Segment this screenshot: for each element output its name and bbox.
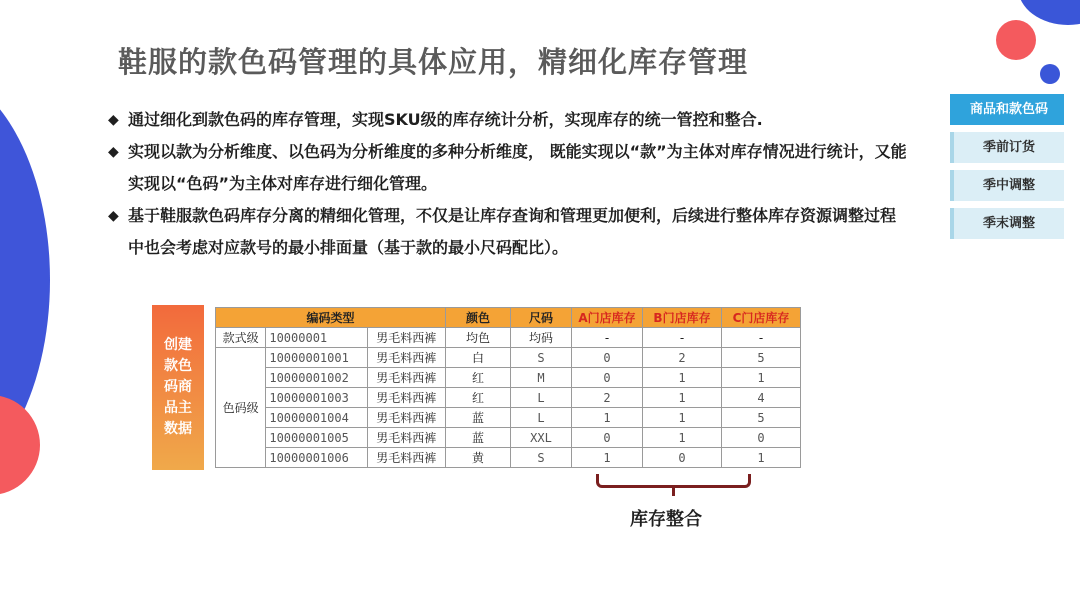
store-b-cell: 1 bbox=[643, 408, 722, 428]
table-header-row bbox=[216, 308, 801, 328]
color-cell: 白 bbox=[446, 348, 511, 368]
store-c-cell: 4 bbox=[722, 388, 801, 408]
name-cell: 男毛料西裤 bbox=[367, 388, 445, 408]
store-a-cell: 0 bbox=[572, 368, 643, 388]
store-b-cell: - bbox=[643, 328, 722, 348]
store-a-cell: 1 bbox=[572, 408, 643, 428]
inventory-table bbox=[215, 307, 801, 468]
tab-goods-sku[interactable]: 商品和款色码 bbox=[950, 94, 1064, 125]
header-store-b: B门店库存 bbox=[643, 308, 722, 328]
header-color: 颜色 bbox=[446, 308, 511, 328]
store-b-cell: 0 bbox=[643, 448, 722, 468]
header-size: 尺码 bbox=[511, 308, 572, 328]
code-cell: 10000001006 bbox=[266, 448, 367, 468]
store-a-cell: - bbox=[572, 328, 643, 348]
color-cell: 黄 bbox=[446, 448, 511, 468]
bullet-item: ◆ 基于鞋服款色码库存分离的精细化管理，不仅是让库存查询和管理更加便利，后续进行整体库存资源调整过程中也会考虑对应款号的最小排面量（基于款的最小尺码配比）。 bbox=[108, 200, 908, 264]
tab-midseason-adjust[interactable]: 季中调整 bbox=[950, 170, 1064, 201]
size-cell: XXL bbox=[511, 428, 572, 448]
side-tab-nav bbox=[950, 94, 1064, 246]
color-cell: 红 bbox=[446, 368, 511, 388]
size-cell: L bbox=[511, 388, 572, 408]
size-cell: L bbox=[511, 408, 572, 428]
store-b-cell: 1 bbox=[643, 388, 722, 408]
size-cell: S bbox=[511, 448, 572, 468]
store-b-cell: 1 bbox=[643, 368, 722, 388]
store-c-cell: 1 bbox=[722, 448, 801, 468]
color-cell: 红 bbox=[446, 388, 511, 408]
code-cell: 10000001001 bbox=[266, 348, 367, 368]
store-c-cell: 5 bbox=[722, 408, 801, 428]
diamond-bullet-icon: ◆ bbox=[108, 144, 119, 160]
table-row bbox=[216, 448, 801, 468]
store-b-cell: 2 bbox=[643, 348, 722, 368]
decor-circle-topright-coral bbox=[996, 20, 1036, 60]
store-a-cell: 1 bbox=[572, 448, 643, 468]
decor-circle-topright-blue bbox=[1018, 0, 1080, 25]
color-cell: 蓝 bbox=[446, 428, 511, 448]
color-cell: 蓝 bbox=[446, 408, 511, 428]
name-cell: 男毛料西裤 bbox=[367, 328, 445, 348]
table-row bbox=[216, 348, 801, 368]
bullet-item: ◆ 通过细化到款色码的库存管理，实现SKU级的库存统计分析，实现库存的统一管控和整合. bbox=[108, 104, 908, 136]
name-cell: 男毛料西裤 bbox=[367, 348, 445, 368]
store-c-cell: 5 bbox=[722, 348, 801, 368]
size-cell: S bbox=[511, 348, 572, 368]
diamond-bullet-icon: ◆ bbox=[108, 208, 119, 224]
diamond-bullet-icon: ◆ bbox=[108, 112, 119, 128]
store-c-cell: 1 bbox=[722, 368, 801, 388]
size-cell: M bbox=[511, 368, 572, 388]
store-a-cell: 2 bbox=[572, 388, 643, 408]
create-master-data-label: 创建款色码商品主数据 bbox=[152, 305, 204, 470]
store-a-cell: 0 bbox=[572, 428, 643, 448]
table-row bbox=[216, 368, 801, 388]
name-cell: 男毛料西裤 bbox=[367, 408, 445, 428]
code-cell: 10000001 bbox=[266, 328, 367, 348]
name-cell: 男毛料西裤 bbox=[367, 428, 445, 448]
size-cell: 均码 bbox=[511, 328, 572, 348]
store-c-cell: - bbox=[722, 328, 801, 348]
header-code-type: 编码类型 bbox=[216, 308, 446, 328]
name-cell: 男毛料西裤 bbox=[367, 448, 445, 468]
code-cell: 10000001003 bbox=[266, 388, 367, 408]
header-store-a: A门店库存 bbox=[572, 308, 643, 328]
tab-endseason-adjust[interactable]: 季末调整 bbox=[950, 208, 1064, 239]
inventory-integration-label: 库存整合 bbox=[630, 509, 702, 530]
tab-preseason-order[interactable]: 季前订货 bbox=[950, 132, 1064, 163]
header-store-c: C门店库存 bbox=[722, 308, 801, 328]
store-b-cell: 1 bbox=[643, 428, 722, 448]
table-row bbox=[216, 328, 801, 348]
store-a-cell: 0 bbox=[572, 348, 643, 368]
bullet-list bbox=[108, 104, 908, 264]
decor-circle-small-blue bbox=[1040, 64, 1060, 84]
table-row bbox=[216, 388, 801, 408]
code-cell: 10000001005 bbox=[266, 428, 367, 448]
inventory-bracket-tick bbox=[672, 486, 675, 496]
decor-circle-left-coral bbox=[0, 395, 40, 495]
page-title: 鞋服的款色码管理的具体应用，精细化库存管理 bbox=[118, 45, 749, 79]
store-c-cell: 0 bbox=[722, 428, 801, 448]
color-cell: 均色 bbox=[446, 328, 511, 348]
bullet-item: ◆ 实现以款为分析维度、以色码为分析维度的多种分析维度， 既能实现以“款”为主体对库存情况进行统计，又能实现以“色码”为主体对库存进行细化管理。 bbox=[108, 136, 908, 200]
code-cell: 10000001002 bbox=[266, 368, 367, 388]
name-cell: 男毛料西裤 bbox=[367, 368, 445, 388]
level-cell: 款式级 bbox=[216, 328, 266, 348]
code-cell: 10000001004 bbox=[266, 408, 367, 428]
table-row bbox=[216, 408, 801, 428]
level-cell: 色码级 bbox=[216, 348, 266, 468]
table-row bbox=[216, 428, 801, 448]
